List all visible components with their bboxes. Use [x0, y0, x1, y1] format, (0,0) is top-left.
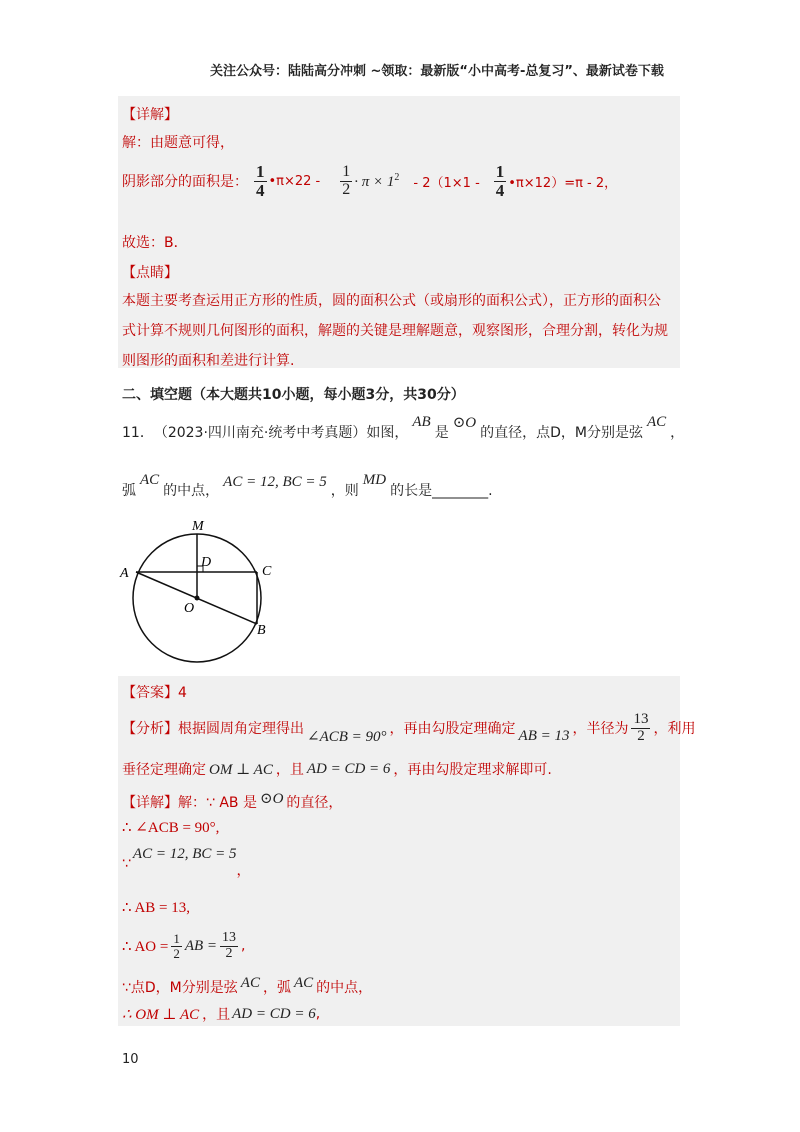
area-term-4: •π×12）=π - 2，	[508, 175, 618, 191]
label-a: A	[120, 566, 129, 581]
question-source: （2023·四川南充·统考中考真题）如图，	[153, 425, 409, 441]
ab-13: AB = 13	[518, 727, 570, 744]
detail2-l1a: 解：∵ AB 是	[178, 795, 257, 811]
label-d: D	[201, 555, 212, 570]
detail2-line-2: ∴ ∠ACB = 90°,	[122, 820, 220, 836]
then-text: ，则	[330, 483, 359, 499]
area-term-1: •π×22 -	[268, 173, 321, 189]
page-number: 10	[122, 1052, 139, 1067]
comment-line-3: 则图形的面积和差进行计算.	[122, 353, 295, 369]
label-b: B	[257, 623, 266, 638]
comment-line-2: 式计算不规则几何图形的面积，解题的关键是理解题意，观察图形，合理分割，转化为规	[122, 323, 668, 339]
analysis-line-1	[122, 706, 695, 750]
page-header: 关注公众号：陆陆高分冲刺 ~领取：最新版“小中高考-总复习”、最新试卷下载	[210, 64, 664, 79]
detail2-given: AC = 12, BC = 5	[132, 846, 237, 862]
question-11-line-1	[122, 412, 684, 452]
detail2-l6b: ，弧	[262, 980, 291, 996]
detail2-chord-ac: AC	[240, 974, 260, 991]
answer-label: 【答案】	[122, 685, 178, 701]
chord-ac: AC	[646, 413, 667, 430]
circle-o: ⊙O	[452, 414, 477, 431]
fraction-quarter-2: $\frac{1}{4}$	[495, 161, 505, 200]
detail2-line-4: ∴ AB = 13,	[122, 900, 191, 916]
detail2-arc-ac: AC	[293, 974, 314, 991]
detail2-l7b: ，且	[202, 1007, 231, 1023]
comment-line-1: 本题主要考查运用正方形的性质，圆的面积公式（或扇形的面积公式），正方形的面积公	[122, 293, 661, 309]
section-title: 二、填空题（本大题共10小题，每小题3分，共30分）	[122, 387, 465, 403]
fraction-quarter: $\frac{1}{4}$	[256, 161, 265, 200]
detail2-l5b: AB =	[184, 937, 218, 954]
arc-ac: AC	[140, 471, 160, 488]
label-m: M	[192, 519, 204, 534]
length-blank: 的长是________.	[390, 483, 493, 499]
detail2-l7d: ,	[315, 1006, 321, 1022]
detail2-l5a: ∴ AO =	[122, 938, 169, 955]
question-number: 11．	[122, 425, 154, 441]
answer-line	[122, 682, 187, 702]
detail2-line-5	[122, 926, 246, 966]
om-perp-ac: OM ⊥ AC	[209, 761, 273, 778]
detail2-line-1	[122, 790, 342, 814]
area-formula	[122, 158, 617, 204]
detail2-line-7	[122, 1002, 320, 1026]
area-term-3: - 2（1×1 -	[413, 175, 480, 191]
midpoint-text: 的中点，	[163, 483, 220, 499]
arc-text: 弧	[122, 483, 136, 499]
fraction-half: $\frac{1}{2}$	[342, 162, 351, 198]
ad-cd-6: AD = CD = 6	[306, 760, 391, 777]
solution-intro: 解：由题意可得，	[122, 135, 234, 151]
analysis-text-5: 垂径定理确定	[122, 762, 206, 778]
analysis-text-6: ，且	[275, 762, 304, 778]
geometry-figure	[112, 514, 292, 664]
detail2-label: 【详解】	[122, 795, 178, 811]
analysis-text-3: ，半径为	[572, 721, 629, 737]
detail2-l5c: ,	[241, 938, 246, 954]
detail2-l6a: ∵点D，M分别是弦	[122, 980, 238, 996]
detail-label: 【详解】	[122, 107, 178, 123]
analysis-text-7: ，再由勾股定理求解即可.	[393, 762, 552, 778]
is-text: 是	[434, 425, 449, 441]
detail2-circle-o: ⊙O	[260, 790, 284, 807]
segment-ab: AB	[412, 413, 431, 430]
detail2-line-3	[122, 846, 251, 880]
angle-acb: ∠ACB = 90°	[307, 728, 387, 745]
radius-fraction: $\frac{13}{2}$	[633, 710, 649, 744]
center-point	[195, 596, 200, 601]
area-prefix: 阴影部分的面积是：	[122, 174, 248, 190]
analysis-text-4: ，利用	[653, 721, 696, 737]
detail2-l3c: ，	[236, 863, 251, 879]
choice-line: 故选：B．	[122, 235, 188, 251]
analysis-line-2	[122, 756, 552, 782]
q11-comma: ，	[670, 425, 685, 441]
q11-text-2: 的直径，点D，M分别是弦	[480, 425, 643, 441]
label-c: C	[262, 564, 272, 579]
answer-value: 4	[178, 685, 187, 701]
detail2-l7a: ∴ OM ⊥ AC	[122, 1006, 200, 1023]
half-fraction: $\frac{1}{2}$	[173, 930, 180, 961]
detail2-l6c: 的中点，	[316, 980, 373, 996]
question-11-line-2	[122, 470, 493, 510]
label-o: O	[184, 601, 195, 616]
thirteen-halves: $\frac{13}{2}$	[222, 929, 237, 961]
analysis-text-1: 根据圆周角定理得出	[178, 721, 304, 737]
analysis-text-2: ，再由勾股定理确定	[389, 721, 516, 737]
detail2-l7c: AD = CD = 6	[232, 1005, 316, 1022]
detail2-l1b: 的直径，	[286, 795, 343, 811]
detail2-l3a: ∵	[122, 856, 131, 872]
comment-label: 【点睛】	[122, 265, 178, 281]
analysis-label: 【分析】	[122, 721, 178, 737]
area-term-2: · $\pi \times 1^2$	[354, 171, 400, 190]
segment-md: MD	[362, 471, 387, 488]
detail2-line-6	[122, 974, 372, 1000]
given-values: AC = 12, BC = 5	[223, 473, 327, 490]
